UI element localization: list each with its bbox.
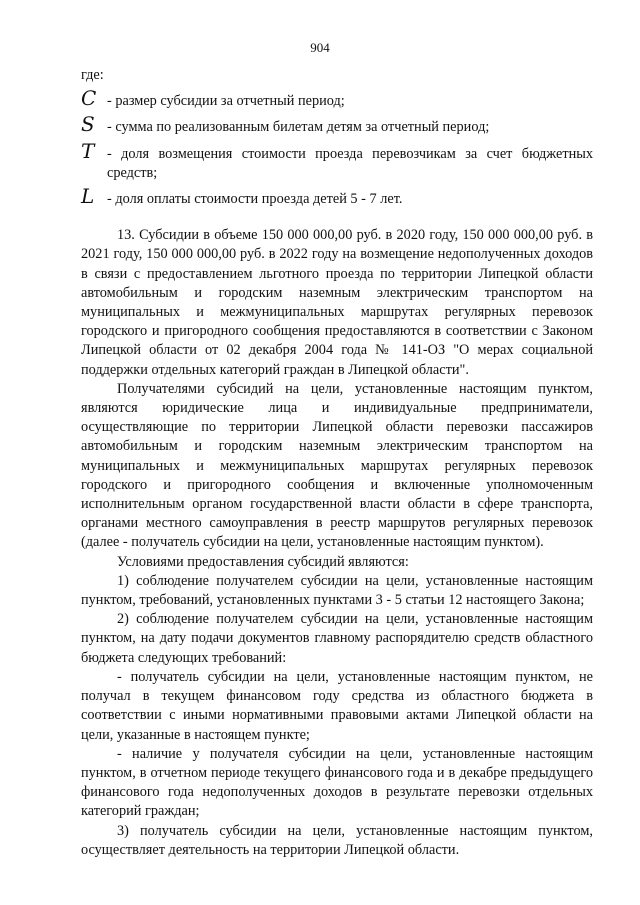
symbol-t: T [81,138,95,163]
definition-s [81,112,593,137]
paragraph-recipients: Получателями субсидий на цели, установленные настоящим пунктом, являются юридические лица и индивидуальные предприниматели, осуществляющие по территории Липецкой области перевозки пассажиров автомобильным и городским наземным электрическим транспортом на муниципальных и межмуниципальных маршрутах регулярных перевозок городского и пригородного сообщения и включенные уполномоченным исполнительным органом государственной власти области в сфере транспорта, органами местного самоуправления в реестр маршрутов регулярных перевозок (далее - получатель субсидии на цели, установленные настоящим пунктом). [81,380,593,551]
symbol-s: S [81,112,95,137]
paragraph-13: 13. Субсидии в объеме 150 000 000,00 руб. в 2020 году, 150 000 000,00 руб. в 2021 году, 150 000 000,00 руб. в 2022 году на возмещение недополученных доходов в связи с предоставлением льготного проезда по территории Липецкой области автомобильным и городским наземным электрическим транспортом на муниципальных и межмуниципальных маршрутах регулярных перевозок городского и пригородного сообщения предоставляются в соответствии с Законом Липецкой области от 02 декабря 2004 года № 141-ОЗ "О мерах социальной поддержки отдельных категорий граждан в Липецкой области". [81,227,593,378]
symbol-l: L [81,184,95,209]
definition-t [81,138,593,183]
document-body [81,66,593,860]
paragraph-condition-3: 3) получатель субсидии на цели, установленные настоящим пунктом, осуществляет деятельность на территории Липецкой области. [81,822,593,858]
definition-t-text: - доля возмещения стоимости проезда перевозчикам за счет бюджетных средств; [107,145,593,181]
paragraph-condition-2b: - наличие у получателя субсидии на цели, установленные настоящим пунктом, в отчетном периоде текущего финансового года и в декабре предыдущего финансового года недополученных доходов в результате перевозки отдельных категорий граждан; [81,745,593,820]
definition-l-text: - доля оплаты стоимости проезда детей 5 - 7 лет. [107,191,403,208]
paragraph-condition-2: 2) соблюдение получателем субсидии на цели, установленные настоящим пунктом, на дату подачи документов главному распорядителю средств областного бюджета следующих требований: [81,611,593,666]
paragraph-condition-1: 1) соблюдение получателем субсидии на цели, установленные настоящим пунктом, требований, установленных пунктами 3 - 5 статьи 12 настоящего Закона; [81,572,593,609]
paragraph-conditions-intro: Условиями предоставления субсидий являются: [117,553,409,570]
definitions-intro: где: [81,67,104,83]
definition-c-text: - размер субсидии за отчетный период; [107,93,345,110]
paragraph-condition-2a: - получатель субсидии на цели, установленные настоящим пунктом, не получал в текущем финансовом году средства из областного бюджета в соответствии с иными нормативными правовыми актами Липецкой области на цели, указанные в настоящем пункте; [81,668,593,743]
definition-l [81,184,593,209]
page-number: 904 [310,40,330,55]
definition-s-text: - сумма по реализованным билетам детям за отчетный период; [107,119,490,136]
symbol-c: C [81,86,97,111]
definition-c [81,86,593,111]
